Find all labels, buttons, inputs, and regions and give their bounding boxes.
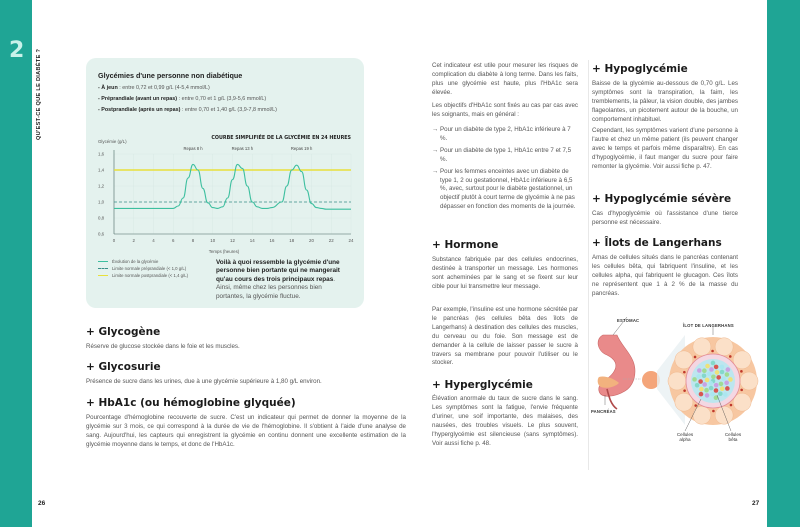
arrow-icon: → bbox=[432, 167, 439, 175]
term-hypoglycemie-text-2: Cependant, les symptômes varient d'une personne à l'autre et chez un même patient (ils peuvent changer avec le temps et parfois même disparaître). En cas d'hypoglycémie, il faut manger du sucre pour faire remonter la glycémie. Voir aussi fiche p. 47. bbox=[592, 127, 738, 170]
term-hba1c-title: + HbA1c (ou hémoglobine glyquée) bbox=[86, 397, 296, 409]
term-hormone-text-2: Par exemple, l'insuline est une hormone sécrétée par le pancréas (les cellules bêta des îlots de Langerhans) à destination des cellules des muscles, du cerveau ou du foie. Son message est de demander à la cellule de laisser passer le sucre à travers sa membrane pour pouvoir l'utiliser ou le stocker. bbox=[432, 306, 578, 367]
hba1c-continued-text: Cet indicateur est utile pour mesurer les risques de complication du diabète à long terme. Dans les faits, plus une glycémie est haute, plus l'HbA1c sera élevée. bbox=[432, 62, 578, 96]
legend-item-preprandial: Limite normale préprandiale (< 1,0 g/L) bbox=[98, 266, 186, 271]
label-alpha-cells: Cellules alpha bbox=[676, 432, 694, 442]
arrow-icon: → bbox=[432, 126, 439, 133]
x-tick-label: 6 bbox=[172, 238, 175, 243]
chart-title: COURBE SIMPLIFIÉE DE LA GLYCÉMIE EN 24 HEURES bbox=[211, 136, 351, 141]
range-preprandial: - Préprandiale (avant un repas) : entre 0,70 et 1 g/L (3,9-5,6 mmol/L) bbox=[98, 96, 267, 102]
x-tick-label: 18 bbox=[289, 238, 295, 243]
x-tick-label: 14 bbox=[249, 238, 255, 243]
x-tick-label: 10 bbox=[210, 238, 216, 243]
label-stomach: ESTOMAC bbox=[617, 318, 640, 323]
x-tick-label: 12 bbox=[230, 238, 235, 243]
term-hyperglycemie-text: Élévation anormale du taux de sucre dans le sang. Les symptômes sont la fatigue, l'envie fréquente d'uriner, une soif importante, des malaises, des nausées, des troubles visuels. Le plus souvent, l'hyperglycémie est silencieuse (sans symptômes). Voir aussi fiche p. 48. bbox=[432, 395, 578, 447]
x-tick-label: 4 bbox=[152, 238, 155, 243]
y-tick-label: 0,8 bbox=[98, 215, 105, 221]
term-hormone-text-1: Substance fabriquée par des cellules endocrines, destinée à transporter un message. Les hormones sont acheminées par le sang et se fixent sur leur cible pour lui transmettre leur message. bbox=[432, 256, 578, 290]
x-tick-label: 20 bbox=[309, 238, 314, 243]
page-number-right: 27 bbox=[752, 500, 760, 507]
chapter-number: 2 bbox=[9, 38, 25, 63]
term-hba1c-text: Pourcentage d'hémoglobine recouverte de sucre. C'est un indicateur qui permet de donner la moyenne de la glycémie sur 3 mois, ce qui correspond à la durée de vie de l'hémoglobine. Il s'obtient à l'aide d'une analyse de sang. Aujourd'hui, les capteurs qui enregistrent la glycémie en continu donnent une excellente estimation de la glycémie moyenne dans le temps, et donc de l'HbA1c. bbox=[86, 414, 406, 448]
label-islet: ÎLOT DE LANGERHANS bbox=[683, 323, 734, 328]
glycemia-info-box bbox=[86, 58, 364, 308]
meal-annotation: Repas 13 h bbox=[231, 146, 254, 151]
box-caption: Voilà à quoi ressemble la glycémie d'une personne bien portante qui ne mangerait qu'au cours des trois principaux repas. Ainsi, même chez les personnes bien portantes, la glycémie fluctue. bbox=[216, 259, 340, 300]
right-edge-strip bbox=[767, 0, 800, 527]
list-item: → Pour les femmes enceintes avec un diabète de type 1, 2 ou gestationnel, HbA1c inférieure à 6,5 %, avec, surtout pour le diabète gestationnel, un objectif plutôt à court terme de glycémie à ne pas dépasser en fonction des moments de la journée. bbox=[432, 167, 576, 211]
chapter-tab-strip bbox=[0, 0, 32, 527]
x-axis-label: Temps (heures) bbox=[208, 249, 240, 254]
x-tick-label: 2 bbox=[132, 238, 135, 243]
range-fasting: - À jeun : entre 0,72 et 0,99 g/L (4-5,4 mmol/L) bbox=[98, 85, 210, 91]
hba1c-objectives-intro: Les objectifs d'HbA1c sont fixés au cas par cas avec les soignants, mais en général : bbox=[432, 102, 578, 118]
list-item: → Pour un diabète de type 1, HbA1c entre 7 et 7,5 %. bbox=[432, 146, 572, 163]
label-beta-cells: Cellules bêta bbox=[724, 432, 742, 442]
term-ilots-title: + Îlots de Langerhans bbox=[592, 237, 722, 249]
y-tick-label: 1,6 bbox=[98, 151, 105, 157]
term-hypoglycemie-title: + Hypoglycémie bbox=[592, 63, 688, 75]
box-title: Glycémies d'une personne non diabétique bbox=[98, 71, 243, 80]
x-tick-label: 8 bbox=[191, 238, 195, 243]
term-hormone-title: + Hormone bbox=[432, 239, 499, 251]
glycemia-chart bbox=[86, 58, 364, 258]
legend-item-glycemia: Évolution de la glycémie bbox=[98, 259, 158, 264]
x-tick-label: 0 bbox=[112, 238, 116, 243]
y-tick-label: 0,6 bbox=[98, 231, 105, 237]
pancreas-illustration bbox=[585, 305, 767, 465]
x-tick-label: 22 bbox=[328, 238, 334, 243]
term-glycosurie-title: + Glycosurie bbox=[86, 361, 161, 373]
term-glycogene-title: + Glycogène bbox=[86, 326, 161, 338]
y-tick-label: 1,0 bbox=[98, 199, 105, 205]
x-tick-label: 16 bbox=[269, 238, 275, 243]
y-tick-label: 1,4 bbox=[98, 167, 105, 173]
legend-item-postprandial: Limite normale postprandiale (< 1,4 g/L) bbox=[98, 273, 188, 278]
term-hyperglycemie-title: + Hyperglycémie bbox=[432, 379, 533, 391]
meal-annotation: Repas 19 h bbox=[290, 146, 313, 151]
y-tick-label: 1,2 bbox=[98, 183, 105, 189]
term-ilots-text: Amas de cellules situés dans le pancréas contenant les cellules bêta, qui fabriquent l'insuline, et les cellules alpha, qui fabriquent le glucagon. Ces îlots ne représentent que 1 à 2 % de la masse du pancréas. bbox=[592, 254, 738, 297]
range-postprandial: - Postprandiale (après un repas) : entre 0,70 et 1,40 g/L (3,9-7,8 mmol/L) bbox=[98, 107, 277, 113]
term-hypoglycemie-text-1: Baisse de la glycémie au-dessous de 0,70 g/L. Les symptômes sont la transpiration, la faim, les tremblements, la pâleur, la vision double, des jambes flageolantes, un picotement autour de la bouche, un comportement inhabituel. bbox=[592, 80, 738, 123]
y-axis-label: Glycémie (g/L) bbox=[98, 139, 127, 144]
hba1c-objectives-list bbox=[432, 126, 578, 215]
term-hypo-severe-text: Cas d'hypoglycémie où l'assistance d'une tierce personne est nécessaire. bbox=[592, 210, 738, 226]
chapter-title: QU'EST-CE QUE LE DIABÈTE ? bbox=[36, 48, 42, 140]
term-hypo-severe-title: + Hypoglycémie sévère bbox=[592, 193, 732, 205]
list-item: → Pour un diabète de type 2, HbA1c inférieure à 7 %. bbox=[432, 126, 571, 142]
arrow-icon: → bbox=[432, 146, 439, 154]
label-pancreas: PANCRÉAS bbox=[591, 409, 616, 414]
term-glycosurie-text: Présence de sucre dans les urines, due à une glycémie supérieure à 1,80 g/L environ. bbox=[86, 378, 322, 385]
x-tick-label: 24 bbox=[348, 238, 354, 243]
meal-annotation: Repas 8 h bbox=[183, 146, 203, 151]
page-number-left: 26 bbox=[38, 500, 46, 507]
term-glycogene-text: Réserve de glucose stockée dans le foie et les muscles. bbox=[86, 343, 240, 350]
